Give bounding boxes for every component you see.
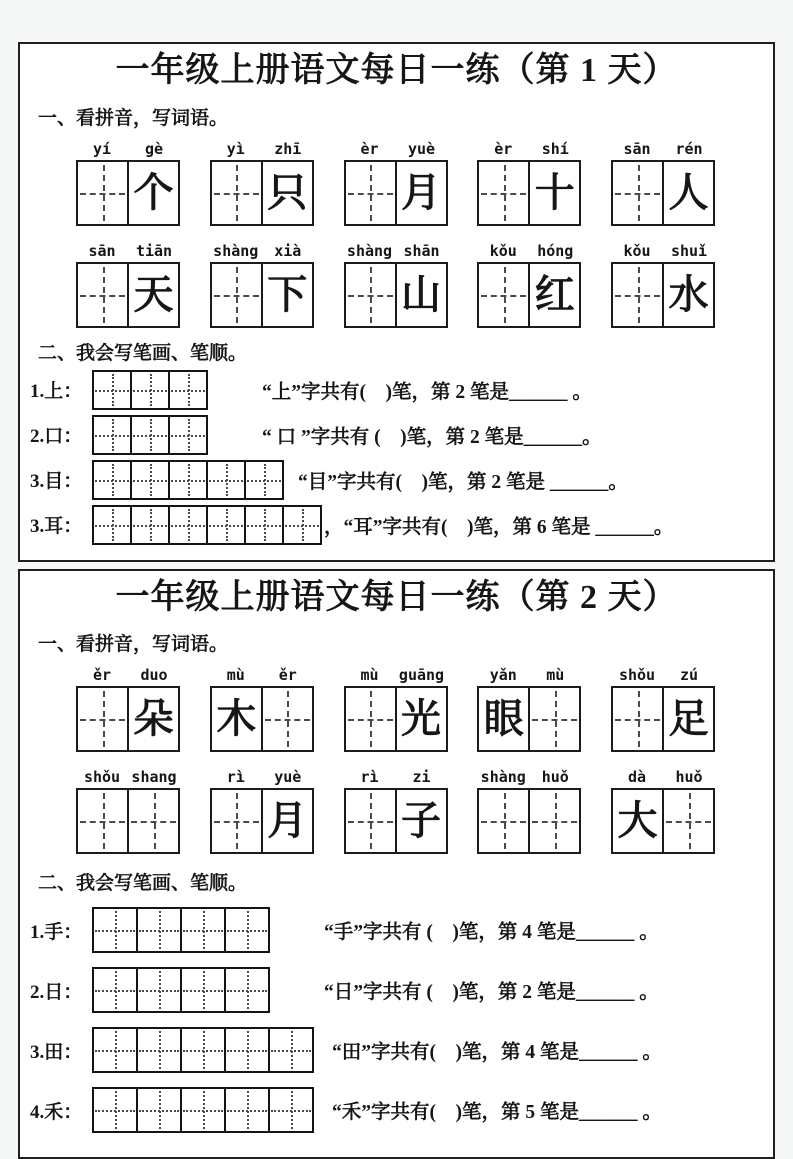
dashed-guide <box>115 1091 117 1129</box>
word-answer-unit <box>210 660 314 752</box>
writing-cell <box>346 688 395 750</box>
writing-box <box>76 788 180 854</box>
stroke-practice-box <box>136 1087 182 1133</box>
dashed-guide <box>203 1031 205 1069</box>
word-answer-unit <box>477 134 581 226</box>
stroke-practice-list <box>30 370 763 545</box>
word-answer-unit <box>477 236 581 328</box>
dashed-guide <box>159 971 161 1009</box>
writing-box <box>477 160 581 226</box>
sheet-title: 一年级上册语文每日一练（第 1 天） <box>30 50 763 93</box>
stroke-practice-row <box>30 1087 763 1133</box>
writing-box <box>344 262 448 328</box>
stroke-box-strip <box>92 505 322 545</box>
answer-character: 十 <box>530 162 579 224</box>
writing-cell <box>127 162 178 224</box>
pinyin-syllable: shuǐ <box>663 242 715 260</box>
pinyin-syllable: yì <box>210 140 262 158</box>
stroke-practice-box <box>92 460 132 500</box>
pinyin-syllable: ěr <box>76 666 128 684</box>
writing-cell <box>662 688 713 750</box>
writing-cell <box>479 264 528 326</box>
answer-character <box>78 688 127 750</box>
stroke-item-label: 2.口： <box>30 421 92 448</box>
writing-cell <box>127 688 178 750</box>
word-answer-unit <box>611 236 715 328</box>
writing-box <box>611 160 715 226</box>
writing-cell <box>346 162 395 224</box>
word-answer-unit <box>611 762 715 854</box>
dashed-guide <box>302 509 304 541</box>
stroke-question: “上”字共有( )笔，第 2 笔是______ 。 <box>262 376 592 404</box>
stroke-box-strip <box>92 907 270 953</box>
answer-character: 红 <box>530 264 579 326</box>
stroke-practice-box <box>130 460 170 500</box>
writing-cell <box>528 264 579 326</box>
writing-box <box>76 160 180 226</box>
dashed-guide <box>188 374 190 406</box>
stroke-question: “日”字共有 ( )笔，第 2 笔是______ 。 <box>324 976 659 1004</box>
word-answer-unit <box>611 660 715 752</box>
answer-character <box>346 688 395 750</box>
word-answer-unit <box>76 762 180 854</box>
pinyin-pair <box>210 236 314 260</box>
sheet-title: 一年级上册语文每日一练（第 2 天） <box>30 577 763 620</box>
writing-box <box>477 788 581 854</box>
stroke-box-strip <box>92 967 270 1013</box>
stroke-practice-box <box>92 505 132 545</box>
writing-cell <box>479 688 528 750</box>
answer-character: 天 <box>129 264 178 326</box>
answer-character: 只 <box>263 162 312 224</box>
answer-character: 山 <box>397 264 446 326</box>
dashed-guide <box>247 1031 249 1069</box>
section-pinyin-heading: 一、看拼音，写词语。 <box>38 629 763 656</box>
stroke-item-label: 4.禾： <box>30 1097 92 1124</box>
dashed-guide <box>112 464 114 496</box>
writing-box <box>344 160 448 226</box>
writing-cell <box>479 162 528 224</box>
pinyin-syllable: sān <box>611 140 663 158</box>
stroke-practice-box <box>206 460 246 500</box>
writing-box <box>210 686 314 752</box>
dashed-guide <box>203 1091 205 1129</box>
stroke-practice-box <box>180 967 226 1013</box>
stroke-practice-box <box>92 415 132 455</box>
stroke-practice-row <box>30 1027 763 1073</box>
writing-cell <box>528 790 579 852</box>
stroke-question: “ 口 ”字共有 ( )笔，第 2 笔是______。 <box>262 421 602 449</box>
answer-character <box>664 790 713 852</box>
word-answer-unit <box>344 762 448 854</box>
answer-character <box>613 162 662 224</box>
pinyin-syllable: zú <box>663 666 715 684</box>
answer-character: 水 <box>664 264 713 326</box>
pinyin-pair <box>477 660 581 684</box>
answer-character <box>479 790 528 852</box>
answer-character: 月 <box>263 790 312 852</box>
stroke-practice-box <box>92 1027 138 1073</box>
stroke-practice-box <box>206 505 246 545</box>
pinyin-syllable: rì <box>344 768 396 786</box>
answer-character <box>78 264 127 326</box>
answer-character <box>613 688 662 750</box>
dashed-guide <box>226 464 228 496</box>
stroke-practice-row <box>30 460 763 500</box>
answer-character: 木 <box>212 688 261 750</box>
pinyin-syllable: sān <box>76 242 128 260</box>
writing-cell <box>212 790 261 852</box>
word-answer-unit <box>210 134 314 226</box>
dashed-guide <box>112 374 114 406</box>
stroke-question: “目”字共有( )笔，第 2 笔是 ______。 <box>298 466 628 494</box>
pinyin-syllable: zi <box>396 768 448 786</box>
pinyin-pair <box>611 134 715 158</box>
stroke-practice-box <box>92 1087 138 1133</box>
pinyin-syllable: yuè <box>396 140 448 158</box>
stroke-practice-box <box>168 460 208 500</box>
writing-cell <box>528 688 579 750</box>
pinyin-pair <box>477 134 581 158</box>
writing-cell <box>613 688 662 750</box>
pinyin-pair <box>344 762 448 786</box>
writing-cell <box>261 688 312 750</box>
stroke-practice-box <box>224 907 270 953</box>
answer-character <box>479 162 528 224</box>
writing-cell <box>662 162 713 224</box>
stroke-practice-box <box>224 1087 270 1133</box>
pinyin-pair <box>477 236 581 260</box>
writing-box <box>76 686 180 752</box>
pinyin-word-row <box>30 762 763 854</box>
worksheet-day-1 <box>18 42 775 562</box>
stroke-item-label: 1.上： <box>30 376 92 403</box>
stroke-practice-row <box>30 907 763 953</box>
pinyin-syllable: tiān <box>128 242 180 260</box>
writing-box <box>344 788 448 854</box>
answer-character: 光 <box>397 688 446 750</box>
writing-cell <box>127 264 178 326</box>
writing-box <box>76 262 180 328</box>
stroke-practice-box <box>180 1087 226 1133</box>
answer-character: 足 <box>664 688 713 750</box>
dashed-guide <box>188 419 190 451</box>
pinyin-syllable: shàng <box>210 242 262 260</box>
dashed-guide <box>247 911 249 949</box>
writing-cell <box>212 264 261 326</box>
section-pinyin-heading: 一、看拼音，写词语。 <box>38 103 763 130</box>
pinyin-syllable: rén <box>663 140 715 158</box>
writing-cell <box>78 790 127 852</box>
dashed-guide <box>203 971 205 1009</box>
dashed-guide <box>203 911 205 949</box>
pinyin-syllable: gè <box>128 140 180 158</box>
writing-cell <box>261 264 312 326</box>
writing-cell <box>78 688 127 750</box>
pinyin-syllable: duo <box>128 666 180 684</box>
pinyin-syllable: mù <box>344 666 396 684</box>
stroke-practice-box <box>168 505 208 545</box>
stroke-box-strip <box>92 370 208 410</box>
writing-cell <box>261 162 312 224</box>
answer-character <box>530 790 579 852</box>
dashed-guide <box>159 1031 161 1069</box>
dashed-guide <box>159 1091 161 1129</box>
stroke-practice-box <box>130 505 170 545</box>
stroke-practice-box <box>268 1027 314 1073</box>
word-answer-unit <box>344 660 448 752</box>
stroke-item-label: 3.耳： <box>30 511 92 538</box>
pinyin-syllable: shang <box>128 768 180 786</box>
writing-cell <box>613 264 662 326</box>
word-answer-unit <box>76 236 180 328</box>
stroke-box-strip <box>92 1027 314 1073</box>
dashed-guide <box>112 509 114 541</box>
answer-character: 个 <box>129 162 178 224</box>
pinyin-syllable: huǒ <box>663 768 715 786</box>
pinyin-syllable: kǒu <box>477 242 529 260</box>
section-stroke-heading: 二、我会写笔画、笔顺。 <box>38 338 763 365</box>
writing-cell <box>395 790 446 852</box>
pinyin-pair <box>210 660 314 684</box>
pinyin-syllable: shǒu <box>611 666 663 684</box>
answer-character <box>78 790 127 852</box>
stroke-practice-list <box>30 907 763 1133</box>
pinyin-syllable: èr <box>477 140 529 158</box>
pinyin-syllable: èr <box>344 140 396 158</box>
stroke-practice-box <box>168 370 208 410</box>
answer-character <box>346 790 395 852</box>
stroke-practice-box <box>180 907 226 953</box>
pinyin-syllable: xià <box>262 242 314 260</box>
dashed-guide <box>159 911 161 949</box>
section-stroke-heading: 二、我会写笔画、笔顺。 <box>38 868 763 895</box>
stroke-question: “禾”字共有( )笔，第 5 笔是______ 。 <box>332 1096 662 1124</box>
stroke-practice-row <box>30 967 763 1013</box>
pinyin-syllable: hóng <box>529 242 581 260</box>
writing-box <box>210 160 314 226</box>
stroke-practice-box <box>180 1027 226 1073</box>
stroke-item-label: 1.手： <box>30 917 92 944</box>
dashed-guide <box>115 1031 117 1069</box>
word-answer-unit <box>344 236 448 328</box>
writing-cell <box>78 162 127 224</box>
stroke-item-label: 3.田： <box>30 1037 92 1064</box>
stroke-practice-box <box>224 1027 270 1073</box>
stroke-practice-box <box>282 505 322 545</box>
stroke-question: “手”字共有 ( )笔，第 4 笔是______ 。 <box>324 916 659 944</box>
writing-cell <box>261 790 312 852</box>
answer-character <box>212 790 261 852</box>
pinyin-pair <box>210 762 314 786</box>
stroke-practice-box <box>136 1027 182 1073</box>
writing-box <box>344 686 448 752</box>
answer-character <box>78 162 127 224</box>
dashed-guide <box>291 1091 293 1129</box>
dashed-guide <box>226 509 228 541</box>
stroke-practice-box <box>130 415 170 455</box>
pinyin-pair <box>344 134 448 158</box>
answer-character <box>129 790 178 852</box>
word-answer-unit <box>76 660 180 752</box>
writing-box <box>611 262 715 328</box>
pinyin-pair <box>344 236 448 260</box>
pinyin-syllable: yǎn <box>477 666 529 684</box>
writing-cell <box>528 162 579 224</box>
writing-cell <box>346 790 395 852</box>
dashed-guide <box>264 509 266 541</box>
answer-character <box>263 688 312 750</box>
word-answer-unit <box>477 762 581 854</box>
word-answer-unit <box>611 134 715 226</box>
pinyin-pair <box>210 134 314 158</box>
answer-character <box>212 264 261 326</box>
stroke-practice-box <box>130 370 170 410</box>
answer-character: 朵 <box>129 688 178 750</box>
pinyin-word-row <box>30 134 763 226</box>
dashed-guide <box>247 971 249 1009</box>
dashed-guide <box>188 509 190 541</box>
stroke-practice-box <box>92 907 138 953</box>
writing-box <box>477 262 581 328</box>
dashed-guide <box>150 464 152 496</box>
pinyin-syllable: yuè <box>262 768 314 786</box>
pinyin-pair <box>344 660 448 684</box>
answer-character: 眼 <box>479 688 528 750</box>
answer-character <box>613 264 662 326</box>
answer-character: 人 <box>664 162 713 224</box>
stroke-question: “田”字共有( )笔，第 4 笔是______ 。 <box>332 1036 662 1064</box>
dashed-guide <box>150 509 152 541</box>
writing-cell <box>662 264 713 326</box>
stroke-practice-box <box>244 460 284 500</box>
writing-cell <box>613 162 662 224</box>
stroke-practice-box <box>168 415 208 455</box>
answer-character <box>479 264 528 326</box>
pinyin-syllable: yí <box>76 140 128 158</box>
stroke-practice-box <box>268 1087 314 1133</box>
writing-cell <box>127 790 178 852</box>
stroke-practice-row <box>30 505 763 545</box>
pinyin-syllable: dà <box>611 768 663 786</box>
stroke-practice-box <box>92 370 132 410</box>
writing-box <box>477 686 581 752</box>
pinyin-pair <box>611 660 715 684</box>
dashed-guide <box>247 1091 249 1129</box>
word-answer-unit <box>210 236 314 328</box>
dashed-guide <box>291 1031 293 1069</box>
writing-box <box>210 788 314 854</box>
dashed-guide <box>150 374 152 406</box>
stroke-practice-row <box>30 415 763 455</box>
pinyin-syllable: zhī <box>262 140 314 158</box>
writing-box <box>611 788 715 854</box>
stroke-practice-row <box>30 370 763 410</box>
answer-character: 大 <box>613 790 662 852</box>
word-answer-unit <box>477 660 581 752</box>
writing-cell <box>346 264 395 326</box>
pinyin-pair <box>76 134 180 158</box>
pinyin-syllable: shàng <box>344 242 396 260</box>
pinyin-syllable: ěr <box>262 666 314 684</box>
pinyin-syllable: rì <box>210 768 262 786</box>
pinyin-syllable: mù <box>529 666 581 684</box>
dashed-guide <box>115 911 117 949</box>
writing-cell <box>212 162 261 224</box>
answer-character <box>530 688 579 750</box>
pinyin-pair <box>76 762 180 786</box>
pinyin-syllable: shàng <box>477 768 529 786</box>
stroke-practice-box <box>92 967 138 1013</box>
pinyin-syllable: huǒ <box>529 768 581 786</box>
writing-box <box>210 262 314 328</box>
pinyin-syllable: mù <box>210 666 262 684</box>
pinyin-pair <box>611 762 715 786</box>
writing-cell <box>395 162 446 224</box>
pinyin-pair <box>76 236 180 260</box>
answer-character: 子 <box>397 790 446 852</box>
stroke-practice-box <box>136 907 182 953</box>
dashed-guide <box>112 419 114 451</box>
pinyin-pair <box>611 236 715 260</box>
answer-character: 月 <box>397 162 446 224</box>
writing-cell <box>479 790 528 852</box>
word-answer-unit <box>210 762 314 854</box>
word-answer-unit <box>76 134 180 226</box>
pinyin-syllable: kǒu <box>611 242 663 260</box>
answer-character <box>346 162 395 224</box>
dashed-guide <box>115 971 117 1009</box>
worksheet-day-2 <box>18 569 775 1159</box>
pinyin-syllable: shān <box>396 242 448 260</box>
dashed-guide <box>264 464 266 496</box>
writing-box <box>611 686 715 752</box>
stroke-box-strip <box>92 460 284 500</box>
writing-cell <box>395 264 446 326</box>
stroke-box-strip <box>92 1087 314 1133</box>
pinyin-pair <box>76 660 180 684</box>
stroke-practice-box <box>244 505 284 545</box>
stroke-item-label: 2.日： <box>30 977 92 1004</box>
stroke-practice-box <box>136 967 182 1013</box>
pinyin-pair <box>477 762 581 786</box>
stroke-item-label: 3.目： <box>30 466 92 493</box>
writing-cell <box>613 790 662 852</box>
pinyin-syllable: shí <box>529 140 581 158</box>
writing-cell <box>78 264 127 326</box>
pinyin-word-row <box>30 236 763 328</box>
writing-cell <box>662 790 713 852</box>
pinyin-syllable: guāng <box>396 666 448 684</box>
pinyin-syllable: shǒu <box>76 768 128 786</box>
writing-cell <box>212 688 261 750</box>
stroke-practice-box <box>224 967 270 1013</box>
stroke-box-strip <box>92 415 208 455</box>
dashed-guide <box>188 464 190 496</box>
word-answer-unit <box>344 134 448 226</box>
answer-character <box>212 162 261 224</box>
writing-cell <box>395 688 446 750</box>
pinyin-word-row <box>30 660 763 752</box>
dashed-guide <box>150 419 152 451</box>
answer-character <box>346 264 395 326</box>
answer-character: 下 <box>263 264 312 326</box>
stroke-question: ，“耳”字共有( )笔，第 6 笔是 ______。 <box>324 511 673 539</box>
